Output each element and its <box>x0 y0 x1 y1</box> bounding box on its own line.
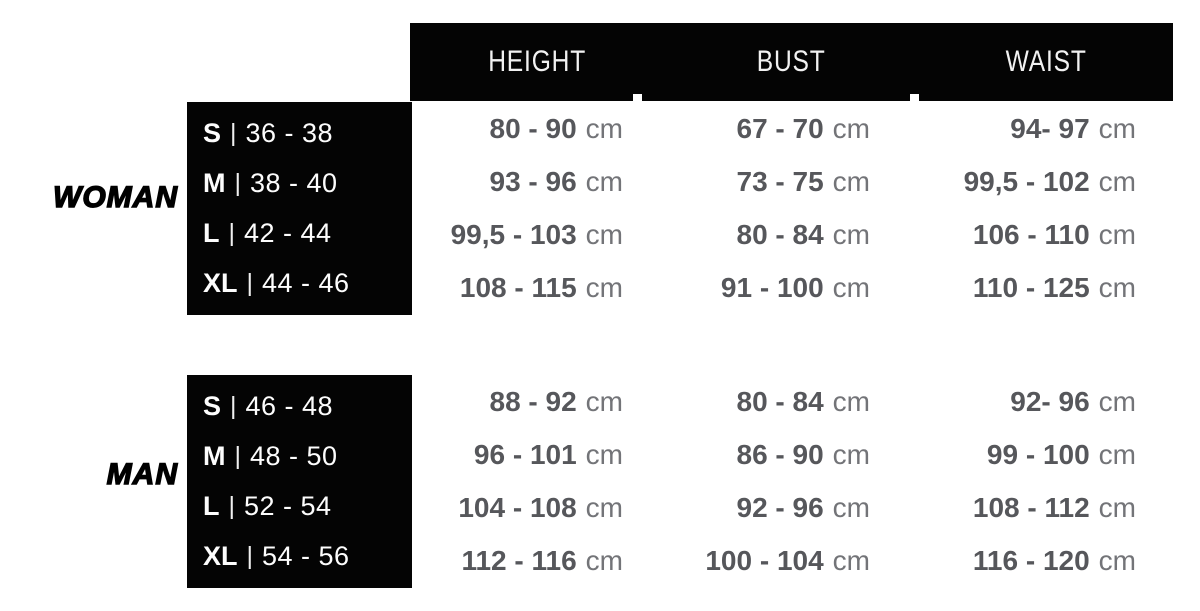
measurement-value: 80 - 90 <box>489 112 577 144</box>
measurement-value: 96 - 101 <box>473 438 577 470</box>
cell-woman-m-waist <box>920 155 1174 208</box>
measurement-value: 112 - 116 <box>461 545 577 577</box>
unit-label: cm <box>1098 112 1136 144</box>
unit-label: cm <box>1098 438 1136 470</box>
cell-woman-xl-waist <box>920 262 1174 315</box>
cell-woman-l-bust <box>666 209 920 262</box>
cell-woman-s-waist <box>920 102 1174 155</box>
measurement-value: 86 - 90 <box>736 438 824 470</box>
cell-man-s-height <box>412 375 666 428</box>
group-label-woman: WOMAN <box>53 181 178 214</box>
size-letter: M <box>203 440 226 471</box>
unit-label: cm <box>1098 272 1136 304</box>
size-range: 46 - 48 <box>245 390 334 421</box>
size-range: 38 - 40 <box>250 167 338 198</box>
unit-label: cm <box>832 385 870 417</box>
cell-man-m-height <box>412 428 666 481</box>
measurement-value: 106 - 110 <box>972 219 1090 251</box>
unit-label: cm <box>585 165 623 197</box>
cell-man-xl-bust <box>666 535 920 588</box>
cell-man-l-bust <box>666 482 920 535</box>
measurement-value: 99,5 - 103 <box>450 219 577 251</box>
cell-man-m-waist <box>920 428 1174 481</box>
measurement-value: 73 - 75 <box>736 165 824 197</box>
unit-label: cm <box>832 112 870 144</box>
size-row-woman-xl <box>187 259 412 309</box>
size-row-woman-l <box>187 209 412 259</box>
header-divider-notch <box>910 94 919 102</box>
size-range: 52 - 54 <box>244 491 332 522</box>
size-letter: XL <box>203 541 238 572</box>
unit-label: cm <box>585 219 623 251</box>
size-letter: S <box>203 117 222 148</box>
size-row-man-m <box>187 431 412 481</box>
cell-man-l-height <box>412 482 666 535</box>
size-separator: | <box>228 219 235 248</box>
size-row-man-s <box>187 381 412 431</box>
group-label-man: MAN <box>106 458 178 491</box>
size-row-man-l <box>187 482 412 532</box>
size-letter: L <box>203 218 220 249</box>
size-range: 54 - 56 <box>262 541 350 572</box>
measurement-value: 108 - 112 <box>972 492 1090 524</box>
unit-label: cm <box>585 438 623 470</box>
cell-woman-l-waist <box>920 209 1174 262</box>
unit-label: cm <box>1098 545 1136 577</box>
cell-man-xl-waist <box>920 535 1174 588</box>
unit-label: cm <box>1098 219 1136 251</box>
unit-label: cm <box>832 438 870 470</box>
size-letter: L <box>203 491 220 522</box>
measurement-value: 116 - 120 <box>972 545 1090 577</box>
cell-woman-xl-bust <box>666 262 920 315</box>
measurement-value: 99,5 - 102 <box>963 165 1090 197</box>
header-divider-notch <box>633 94 642 102</box>
size-row-man-xl <box>187 532 412 582</box>
unit-label: cm <box>832 492 870 524</box>
man-measurements-grid <box>412 375 1174 588</box>
man-size-box <box>187 375 412 588</box>
unit-label: cm <box>585 112 623 144</box>
measurement-value: 100 - 104 <box>705 545 824 577</box>
cell-man-l-waist <box>920 482 1174 535</box>
unit-label: cm <box>1098 165 1136 197</box>
unit-label: cm <box>1098 492 1136 524</box>
size-letter: S <box>203 390 222 421</box>
size-row-woman-s <box>187 108 412 158</box>
unit-label: cm <box>585 545 623 577</box>
measurement-value: 104 - 108 <box>458 492 577 524</box>
measurement-value: 67 - 70 <box>736 112 824 144</box>
cell-man-s-waist <box>920 375 1174 428</box>
measurement-value: 88 - 92 <box>489 385 577 417</box>
unit-label: cm <box>832 165 870 197</box>
measurement-value: 94- 97 <box>1010 112 1090 144</box>
cell-woman-l-height <box>412 209 666 262</box>
cell-man-m-bust <box>666 428 920 481</box>
cell-woman-m-height <box>412 155 666 208</box>
column-header-waist: WAIST <box>1005 45 1087 78</box>
woman-size-box <box>187 102 412 315</box>
cell-woman-s-height <box>412 102 666 155</box>
unit-label: cm <box>585 385 623 417</box>
size-separator: | <box>246 542 254 571</box>
cell-man-s-bust <box>666 375 920 428</box>
size-separator: | <box>228 492 235 521</box>
size-range: 48 - 50 <box>250 440 338 471</box>
measurement-value: 108 - 115 <box>459 272 577 304</box>
column-header-height: HEIGHT <box>488 45 587 78</box>
measurement-value: 92- 96 <box>1010 385 1090 417</box>
cell-woman-s-bust <box>666 102 920 155</box>
cell-man-xl-height <box>412 535 666 588</box>
size-separator: | <box>234 168 241 197</box>
column-header-bust: BUST <box>757 45 826 78</box>
cell-woman-m-bust <box>666 155 920 208</box>
measurement-value: 80 - 84 <box>736 219 824 251</box>
unit-label: cm <box>832 545 870 577</box>
size-separator: | <box>230 391 237 420</box>
measurement-value: 93 - 96 <box>489 165 577 197</box>
unit-label: cm <box>585 272 623 304</box>
cell-woman-xl-height <box>412 262 666 315</box>
unit-label: cm <box>832 219 870 251</box>
size-separator: | <box>234 441 241 470</box>
size-range: 36 - 38 <box>245 117 334 148</box>
size-range: 42 - 44 <box>244 218 332 249</box>
measurement-value: 110 - 125 <box>972 272 1090 304</box>
table-header-bar <box>410 23 1173 101</box>
unit-label: cm <box>1098 385 1136 417</box>
size-separator: | <box>246 269 254 298</box>
woman-measurements-grid <box>412 102 1174 315</box>
size-row-woman-m <box>187 158 412 208</box>
unit-label: cm <box>585 492 623 524</box>
size-separator: | <box>230 118 237 147</box>
size-range: 44 - 46 <box>262 268 350 299</box>
unit-label: cm <box>832 272 870 304</box>
measurement-value: 99 - 100 <box>986 438 1090 470</box>
measurement-value: 92 - 96 <box>736 492 824 524</box>
measurement-value: 91 - 100 <box>720 272 824 304</box>
size-letter: M <box>203 167 226 198</box>
measurement-value: 80 - 84 <box>736 385 824 417</box>
size-letter: XL <box>203 268 238 299</box>
